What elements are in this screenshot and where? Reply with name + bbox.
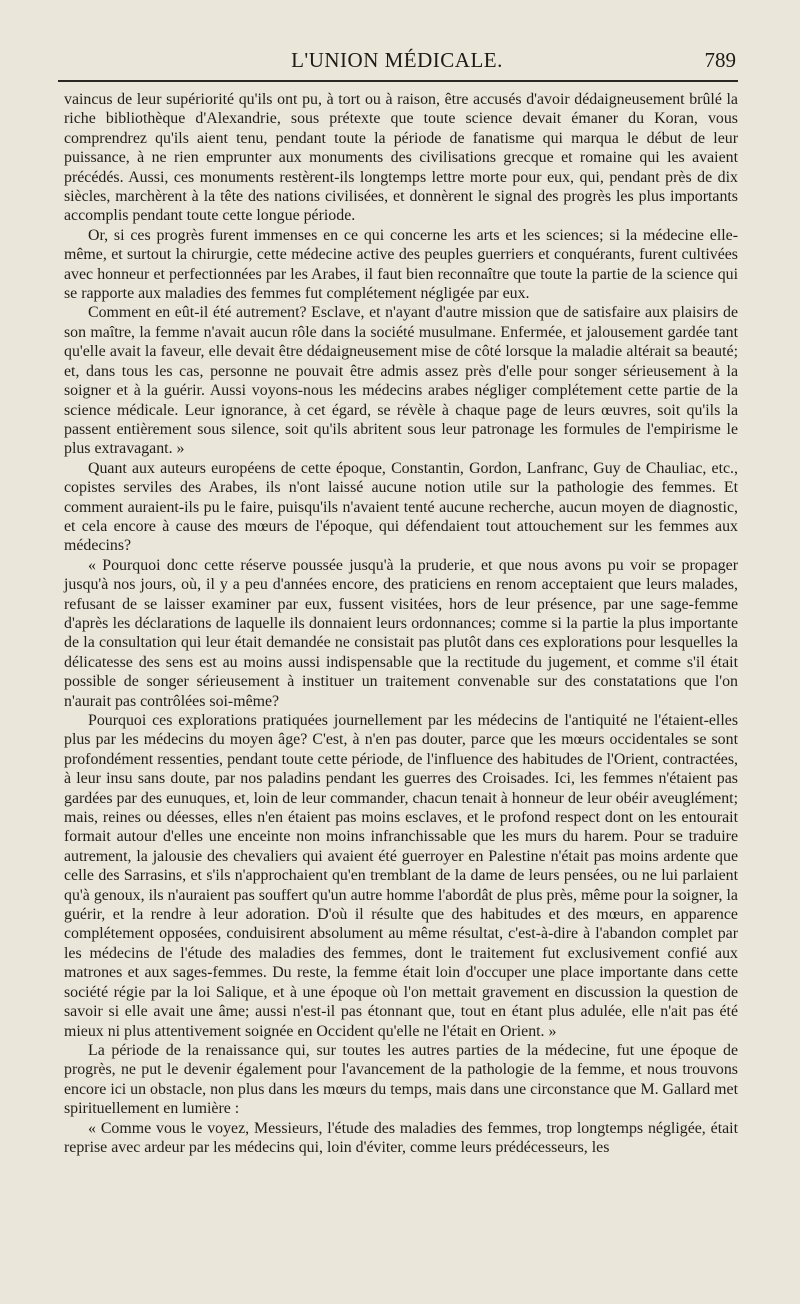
paragraph: « Pourquoi donc cette réserve poussée jusqu'à la pruderie, et que nous avons pu voir se propager jusqu'à nos jours, où, il y a peu d'années encore, des praticiens en renom acceptaient que leurs malades, refusant de se laisser examiner par eux, fussent visitées, hors de leur présence, par une sage-femme d'après les déclarations de laquelle ils donnaient leurs ordonnances; comme si la partie la plus importante de la consultation qui leur était demandée ne consistait pas plutôt dans ces explorations pour lesquelles la délicatesse des sens est au moins aussi indispensable que la rectitude du jugement, et comme s'il était possible de songer sérieusement à instituer un traitement convenable sur des constatations que l'on n'aurait pas contrôlées soi-même? xyxy=(64,556,738,710)
paragraph: Or, si ces progrès furent immenses en ce qui concerne les arts et les sciences; si la médecine elle-même, et surtout la chirurgie, cette médecine active des peuples guerriers et conquérants, furent cultivées avec honneur et perfectionnées par les Arabes, il faut bien reconnaître que toute la partie de la science qui se rapporte aux maladies des femmes fut complétement négligée par eux. xyxy=(64,226,738,303)
paragraph: Quant aux auteurs européens de cette époque, Constantin, Gordon, Lanfranc, Guy de Chauliac, etc., copistes serviles des Arabes, ils n'ont laissé aucune notion utile sur la pathologie des femmes. Et comment auraient-ils pu le faire, puisqu'ils n'avaient tenté aucune recherche, aucun moyen de diagnostic, et cela encore à cause des mœurs de l'époque, qui défendaient tout attouchement sur les femmes aux médecins? xyxy=(64,459,738,555)
paragraph: La période de la renaissance qui, sur toutes les autres parties de la médecine, fut une époque de progrès, ne put le devenir également pour l'avancement de la pathologie de la femme, et nous trouvons encore ici un obstacle, non plus dans les mœurs du temps, mais dans une circonstance que M. Gallard met spirituellement en lumière : xyxy=(64,1041,738,1118)
paragraph: « Comme vous le voyez, Messieurs, l'étude des maladies des femmes, trop longtemps négligée, était reprise avec ardeur par les médecins qui, loin d'éviter, comme leurs prédécesseurs, les xyxy=(64,1119,738,1156)
body-text xyxy=(64,90,738,1157)
paragraph: Comment en eût-il été autrement? Esclave, et n'ayant d'autre mission que de satisfaire aux plaisirs de son maître, la femme n'avait aucun rôle dans la société musulmane. Enfermée, et jalousement gardée tant qu'elle avait la faveur, elle devait être dédaigneusement mise de côté lorsque la maladie altérait sa beauté; et, dans tous les cas, personne ne pouvait être admis assez près d'elle pour songer sérieusement à la soigner et à la guérir. Aussi voyons-nous les médecins arabes négliger complétement cette partie de la science médicale. Leur ignorance, à cet égard, se révèle à chaque page de leurs œuvres, soit qu'ils la passent entièrement sous silence, soit qu'ils abritent sous leur patronage les formules de l'empirisme le plus extravagant. » xyxy=(64,304,738,458)
page-header xyxy=(58,48,736,80)
header-rule xyxy=(58,80,738,82)
running-title: L'UNION MÉDICALE. xyxy=(291,48,503,72)
paragraph: Pourquoi ces explorations pratiquées journellement par les médecins de l'antiquité ne l'étaient-elles plus par les médecins du moyen âge? C'est, à n'en pas douter, parce que les mœurs occidentales se sont profondément ressenties, pendant toute cette période, de l'influence des habitudes de l'Orient, contractées, à leur insu sans doute, par nos paladins pendant les guerres des Croisades. Ici, les femmes n'étaient pas gardées par des eunuques, et, loin de leur commander, chacun tenait à honneur de leur obéir aveuglément; mais, reines ou déesses, elles n'en étaient pas moins esclaves, et le profond respect dont on les entourait formait autour d'elles une enceinte non moins infranchissable que les murs du harem. Pour se traduire autrement, la jalousie des chevaliers qui avaient été guerroyer en Palestine n'était pas moins ardente que celle des Sarrasins, et s'ils n'approchaient qu'en tremblant de la dame de leurs pensées, ou ne lui parlaient qu'à genoux, ils n'auraient pas souffert qu'un autre homme l'abordât de plus près, même pour la soigner, la guérir, et la rendre à leur adoration. D'où il résulte que des habitudes et des mœurs, en apparence complétement opposées, conduisirent absolument au même résultat, c'est-à-dire à l'abandon complet par les médecins de l'étude des maladies des femmes, dont le traitement fut exclusivement confié aux matrones et aux sages-femmes. Du reste, la femme était loin d'occuper une place importante dans cette société régie par la loi Salique, et à une époque où l'on mettait gravement en discussion la question de savoir si elle avait une âme; aussi n'est-il pas étonnant que, tout en étant plus adulée, elle n'ait pas été mieux ni plus attentivement soignée en Occident qu'elle ne l'était en Orient. » xyxy=(64,712,738,1040)
paragraph: vaincus de leur supériorité qu'ils ont pu, à tort ou à raison, être accusés d'avoir dédaigneusement brûlé la riche bibliothèque d'Alexandrie, sous prétexte que toute science devait émaner du Koran, vous comprendrez qu'ils aient tenu, pendant toute la période de fanatisme qui marqua le début de leur puissance, à ne rien emprunter aux monuments des civilisations grecque et romaine qui les avaient précédés. Aussi, ces monuments restèrent-ils longtemps lettre morte pour eux, qui, pendant près de dix siècles, marchèrent à la tête des nations civilisées, et donnèrent le signal des progrès les plus importants accomplis pendant toute cette longue période. xyxy=(64,91,738,225)
page-number: 789 xyxy=(704,48,736,72)
